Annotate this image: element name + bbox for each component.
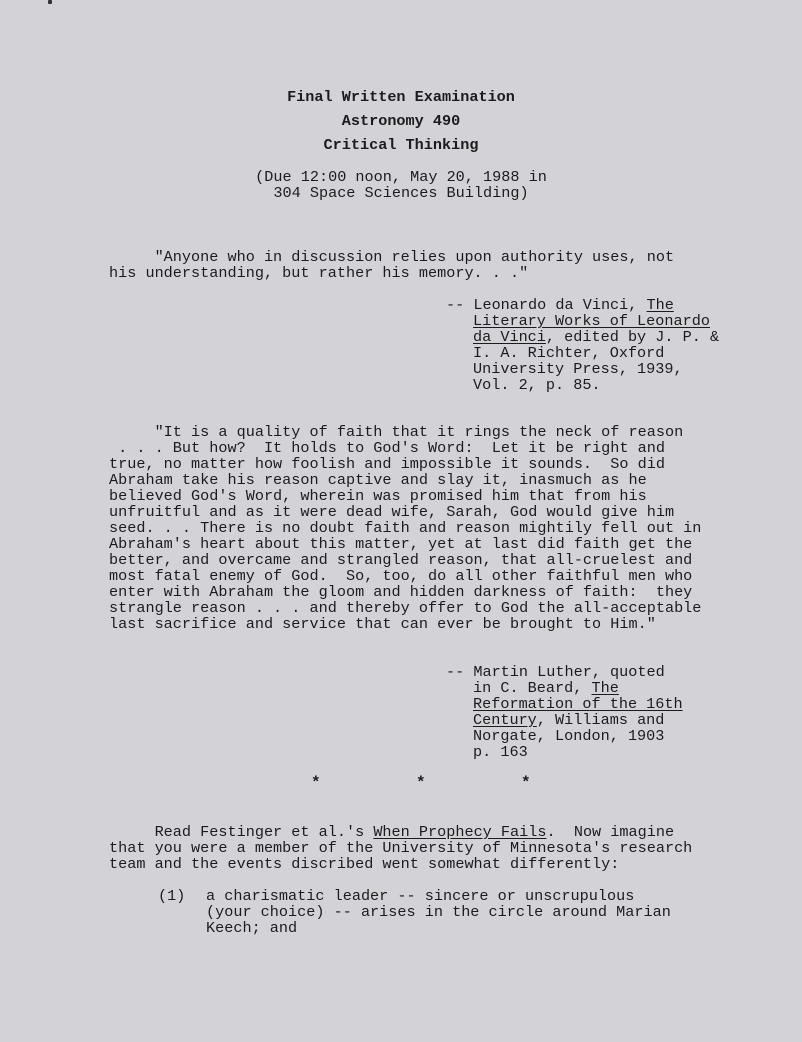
quote2-line: enter with Abraham the gloom and hidden darkness of faith: they bbox=[109, 583, 693, 601]
exam-title: Final Written Examination bbox=[287, 88, 515, 106]
quote1-attribution: University Press, 1939, bbox=[473, 360, 683, 378]
quote1-attribution: da Vinci, edited by J. P. & bbox=[473, 328, 720, 346]
assignment-line: Read Festinger et al.'s When Prophecy Fails. Now imagine bbox=[109, 823, 675, 841]
quote2-attribution: p. 163 bbox=[473, 743, 528, 761]
quote2-line: Abraham take his reason captive and slay it, inasmuch as he bbox=[109, 471, 647, 489]
quote2-line: believed God's Word, wherein was promised him that from his bbox=[109, 487, 647, 505]
assignment-line: that you were a member of the University of Minnesota's research bbox=[109, 839, 693, 857]
separator-star: * bbox=[416, 774, 426, 792]
assignment-line: team and the events discribed went somewhat differently: bbox=[109, 855, 620, 873]
quote2-attribution: Century, Williams and bbox=[473, 711, 665, 729]
quote2-line: better, and overcame and strangled reason, that all-cruelest and bbox=[109, 551, 693, 569]
due-line-2: 304 Space Sciences Building) bbox=[273, 184, 529, 202]
separator-star: * bbox=[521, 774, 531, 792]
separator-star: * bbox=[311, 774, 321, 792]
quote2-attribution: -- Martin Luther, quoted bbox=[446, 663, 665, 681]
quote1-line: "Anyone who in discussion relies upon authority uses, not bbox=[109, 248, 675, 266]
quote2-line: most fatal enemy of God. So, too, do all other faithful men who bbox=[109, 567, 693, 585]
quote1-attribution: Vol. 2, p. 85. bbox=[473, 376, 601, 394]
quote2-line: true, no matter how foolish and impossible it sounds. So did bbox=[109, 455, 665, 473]
quote1-line: his understanding, but rather his memory. . ." bbox=[109, 264, 529, 282]
item-text: a charismatic leader -- sincere or unscrupulous bbox=[206, 887, 635, 905]
item-text: Keech; and bbox=[206, 919, 298, 937]
quote2-line: . . . But how? It holds to God's Word: Let it be right and bbox=[109, 439, 665, 457]
quote2-line: "It is a quality of faith that it rings the neck of reason bbox=[109, 423, 684, 441]
quote1-attribution: I. A. Richter, Oxford bbox=[473, 344, 665, 362]
quote2-line: last sacrifice and service that can ever be brought to Him." bbox=[109, 615, 656, 633]
quote2-attribution: Reformation of the 16th bbox=[473, 695, 683, 713]
item-text: (your choice) -- arises in the circle around Marian bbox=[206, 903, 671, 921]
quote2-line: strangle reason . . . and thereby offer to God the all-acceptable bbox=[109, 599, 702, 617]
quote2-line: unfruitful and as it were dead wife, Sarah, God would give him bbox=[109, 503, 675, 521]
quote1-attribution: -- Leonardo da Vinci, The bbox=[446, 296, 674, 314]
quote2-line: seed. . . There is no doubt faith and reason mightily fell out in bbox=[109, 519, 702, 537]
due-line-1: (Due 12:00 noon, May 20, 1988 in bbox=[255, 168, 547, 186]
quote2-attribution: Norgate, London, 1903 bbox=[473, 727, 665, 745]
exam-subtitle: Critical Thinking bbox=[323, 136, 479, 154]
quote2-attribution: in C. Beard, The bbox=[473, 679, 619, 697]
quote2-line: Abraham's heart about this matter, yet at last did faith get the bbox=[109, 535, 693, 553]
course-name: Astronomy 490 bbox=[341, 112, 461, 130]
scan-speck bbox=[48, 0, 52, 4]
quote1-attribution: Literary Works of Leonardo bbox=[473, 312, 710, 330]
item-number: (1) bbox=[158, 887, 186, 905]
